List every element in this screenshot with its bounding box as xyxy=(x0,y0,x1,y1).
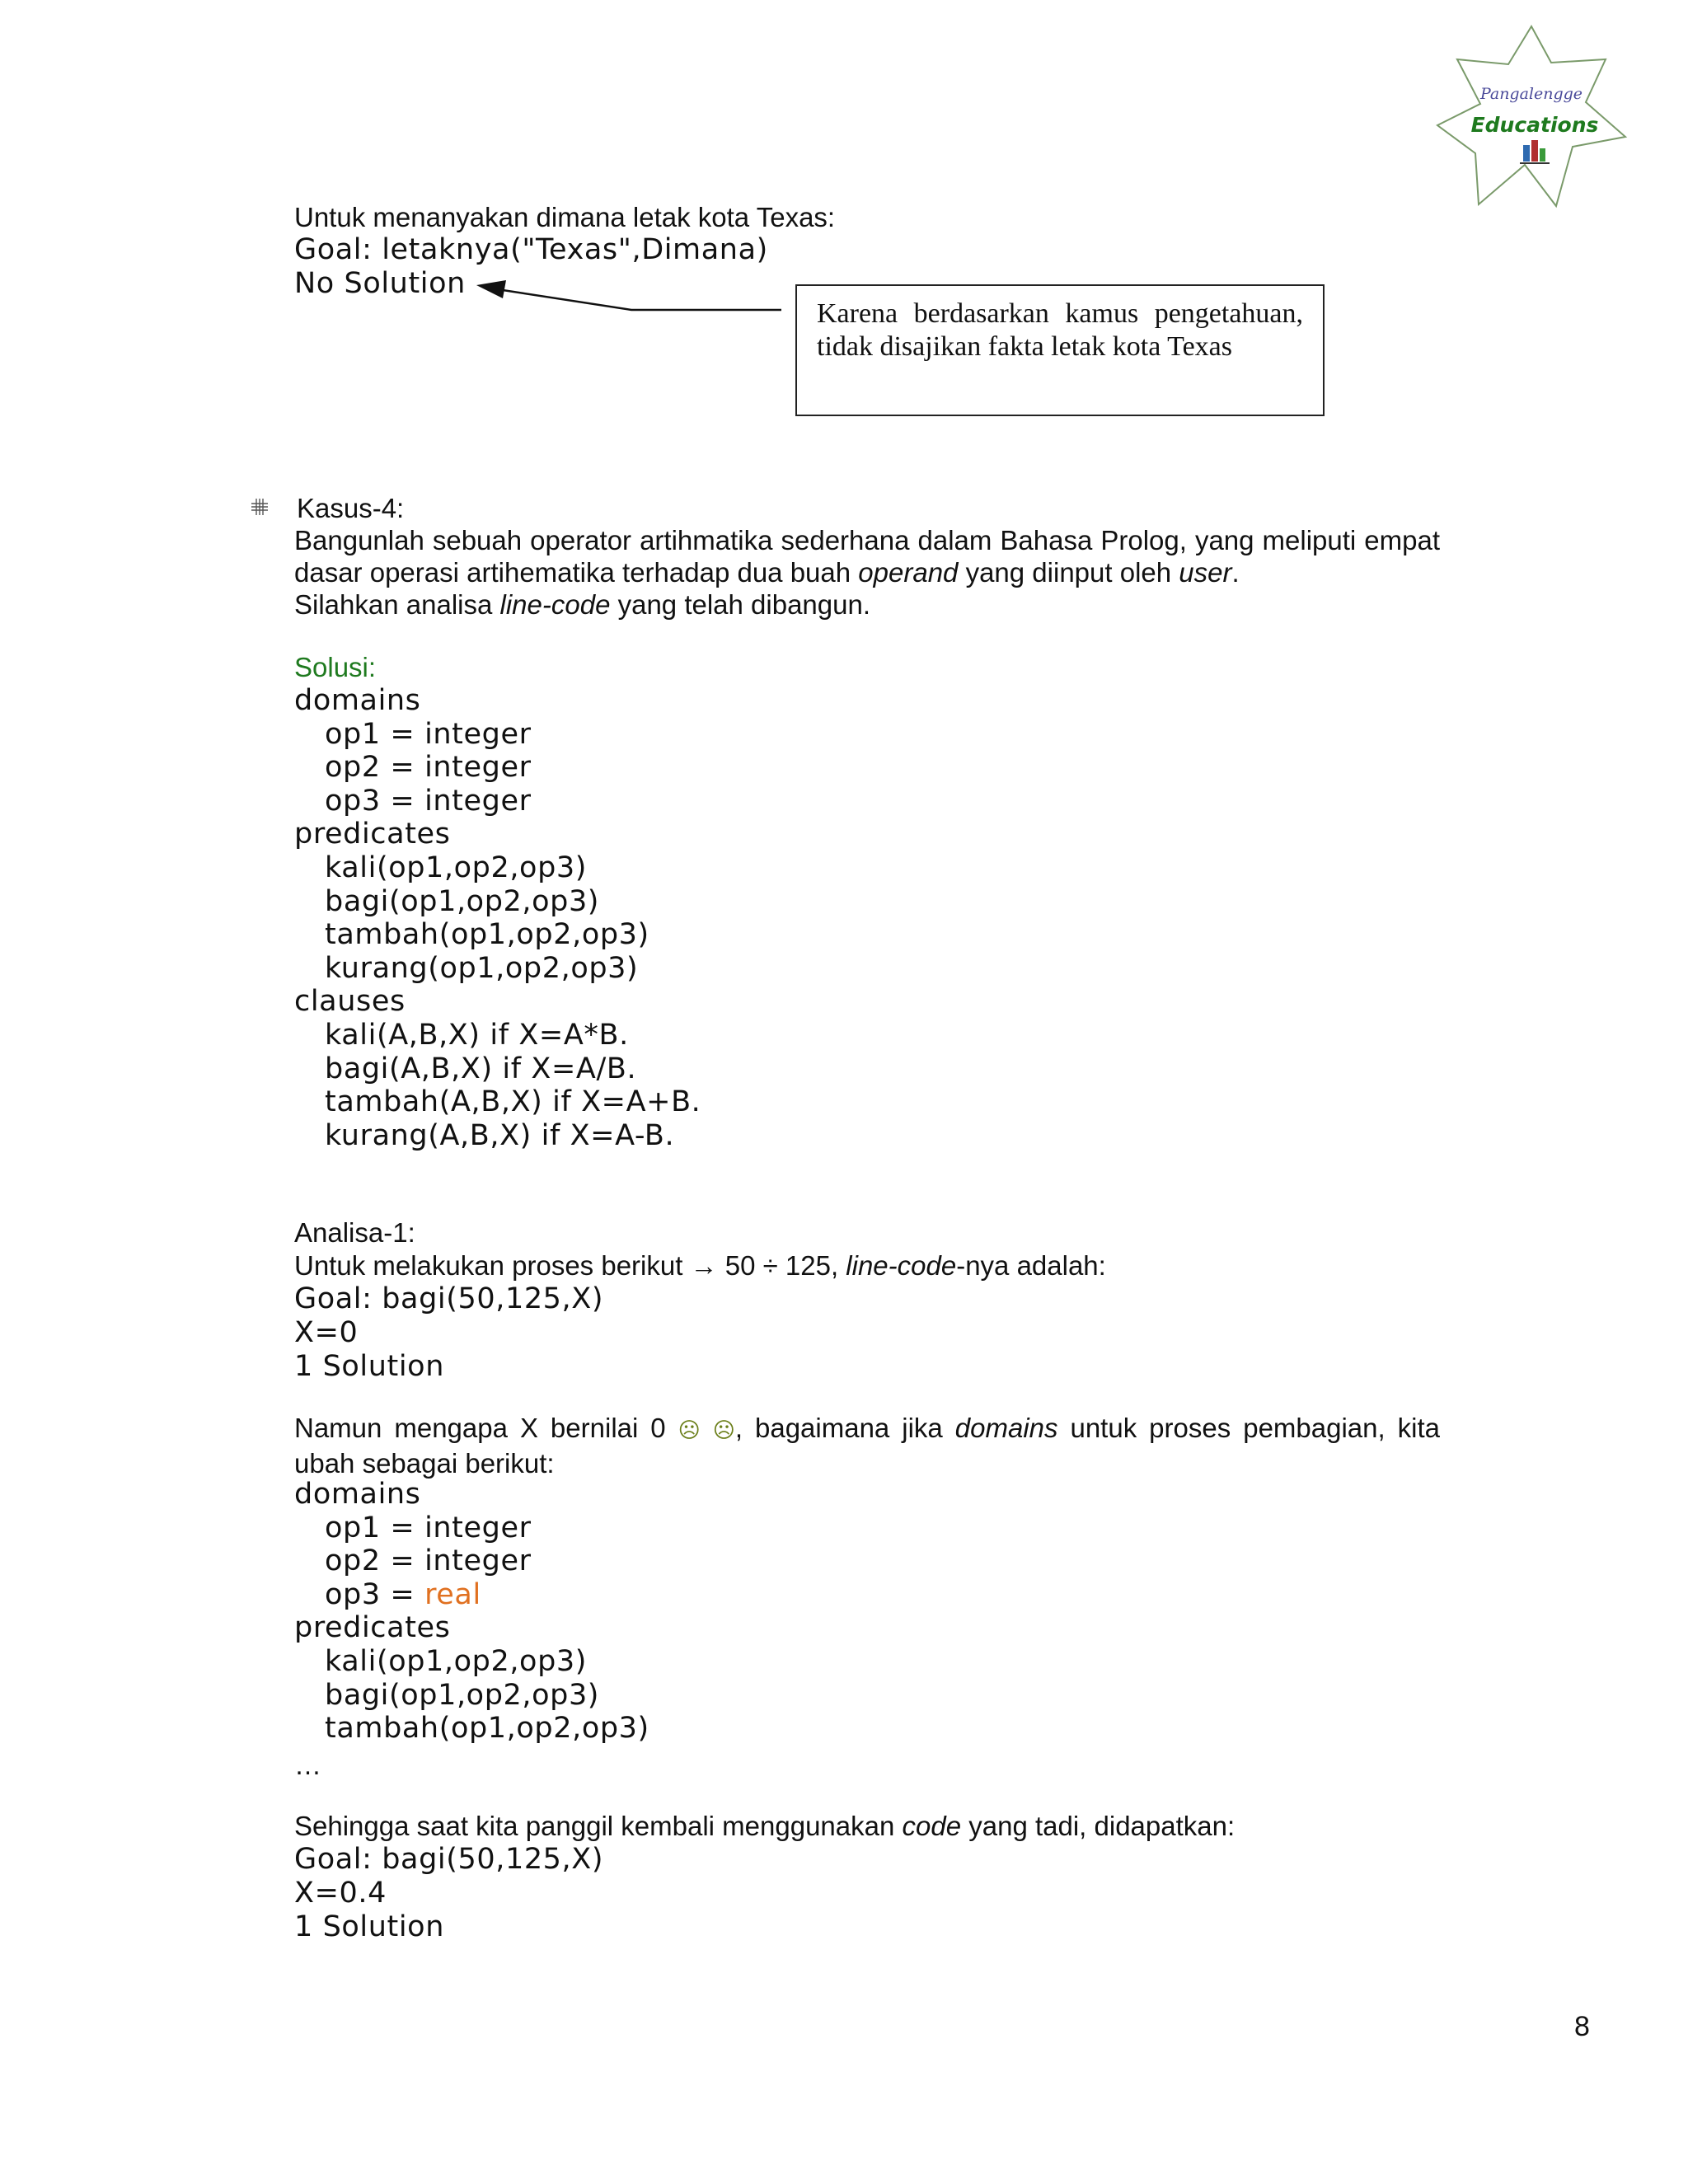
code-line: op3 = integer xyxy=(325,784,532,818)
frown-face-icon: ☹ xyxy=(712,1418,735,1443)
kasus-p1-a: Bangunlah sebuah operator artihmatika sederhana dalam Bahasa Prolog, yang meliputi empat dasar operasi artihematika terhadap dua buah xyxy=(294,525,1440,588)
code-line-op2: op2 = integer xyxy=(325,1544,532,1578)
callout-text: Karena berdasarkan kamus pengetahuan, tidak disajikan fakta letak kota Texas xyxy=(817,298,1303,362)
question-domains: domains xyxy=(954,1413,1058,1443)
crosshatch-bullet-icon xyxy=(251,498,269,516)
question-a: Namun mengapa X bernilai 0 xyxy=(294,1413,678,1443)
code-line: op2 = integer xyxy=(325,751,532,785)
analisa-line-c: -nya adalah: xyxy=(956,1250,1106,1281)
code-line-op3 xyxy=(294,1578,649,1612)
code-keyword-predicates: predicates xyxy=(294,1611,451,1645)
closing-c: yang tadi, didapatkan: xyxy=(961,1811,1236,1841)
closing-a: Sehingga saat kita panggil kembali menggunakan xyxy=(294,1811,903,1841)
logo-line2: Educations xyxy=(1470,113,1599,137)
code-line: tambah(A,B,X) if X=A+B. xyxy=(325,1085,701,1119)
op3-prefix: op3 = xyxy=(325,1577,425,1611)
code-line-op1: op1 = integer xyxy=(325,1511,532,1544)
frown-face-icon: ☹ xyxy=(678,1418,701,1443)
texas-intro: Untuk menanyakan dimana letak kota Texas: xyxy=(294,202,836,232)
texas-goal: Goal: letaknya("Texas",Dimana) xyxy=(294,233,768,266)
analisa-title: Analisa-1: xyxy=(294,1217,415,1248)
kasus-p1-user: user xyxy=(1179,557,1232,588)
program-listing-2 xyxy=(294,1478,649,1746)
code-line: kurang(A,B,X) if X=A-B. xyxy=(325,1118,675,1152)
kasus-p1-operand: operand xyxy=(858,557,959,588)
code-keyword: predicates xyxy=(294,818,451,851)
closing-count: 1 Solution xyxy=(294,1910,444,1943)
texas-result: No Solution xyxy=(294,267,466,300)
code-line: kali(A,B,X) if X=A*B. xyxy=(325,1018,629,1052)
kasus-p1-c: yang diinput oleh xyxy=(958,557,1179,588)
analisa-line-linecode: line-code xyxy=(846,1250,957,1281)
analisa-goal: Goal: bagi(50,125,X) xyxy=(294,1282,604,1315)
logo-line1: Pangalengge xyxy=(1479,85,1583,103)
kasus-p1-e: . xyxy=(1231,557,1240,588)
question-b: , bagaimana jika xyxy=(734,1413,955,1443)
analisa-result: X=0 xyxy=(294,1316,359,1349)
code-line: op1 = integer xyxy=(325,717,532,751)
code-line: kurang(op1,op2,op3) xyxy=(325,951,639,985)
code-line-bagi: bagi(op1,op2,op3) xyxy=(325,1678,600,1712)
code-keyword-domains: domains xyxy=(294,1478,421,1511)
code-line: kali(op1,op2,op3) xyxy=(325,851,588,884)
kasus-p2-a: Silahkan analisa xyxy=(294,589,500,620)
question-d: untuk proses pembagian, kita ubah sebagai berikut: xyxy=(294,1413,1441,1479)
code-keyword: domains xyxy=(294,684,421,717)
callout-arrow xyxy=(470,272,799,313)
logo xyxy=(1434,23,1629,209)
solusi-label: Solusi: xyxy=(294,652,377,682)
program-listing-1 xyxy=(294,684,701,1152)
closing-goal: Goal: bagi(50,125,X) xyxy=(294,1843,604,1876)
analisa-line-a: Untuk melakukan proses berikut → 50 ÷ 125, xyxy=(294,1250,846,1281)
code-line: bagi(op1,op2,op3) xyxy=(325,884,600,918)
code-line-kali: kali(op1,op2,op3) xyxy=(325,1644,588,1678)
code-line: bagi(A,B,X) if X=A/B. xyxy=(325,1052,637,1085)
page-number: 8 xyxy=(1574,2011,1590,2042)
op3-type-real: real xyxy=(424,1577,481,1611)
analisa-count: 1 Solution xyxy=(294,1350,444,1383)
code-line-tambah: tambah(op1,op2,op3) xyxy=(325,1712,649,1746)
analisa-line xyxy=(294,1249,1106,1282)
kasus-title: Kasus-4: xyxy=(297,493,405,523)
code-line: tambah(op1,op2,op3) xyxy=(325,918,649,952)
code-keyword: clauses xyxy=(294,985,406,1019)
kasus-p2-linecode: line-code xyxy=(499,589,611,620)
closing-code: code xyxy=(902,1811,962,1841)
ellipsis: … xyxy=(294,1750,321,1780)
closing-result: X=0.4 xyxy=(294,1877,387,1910)
closing-line xyxy=(294,1810,1235,1842)
kasus-p2-c: yang telah dibangun. xyxy=(610,589,871,620)
analisa-question xyxy=(294,1412,1440,1479)
callout-box xyxy=(795,284,1325,416)
kasus-paragraph-1 xyxy=(294,524,1440,588)
kasus-paragraph-2 xyxy=(294,588,870,621)
star-logo-icon xyxy=(1434,23,1629,209)
